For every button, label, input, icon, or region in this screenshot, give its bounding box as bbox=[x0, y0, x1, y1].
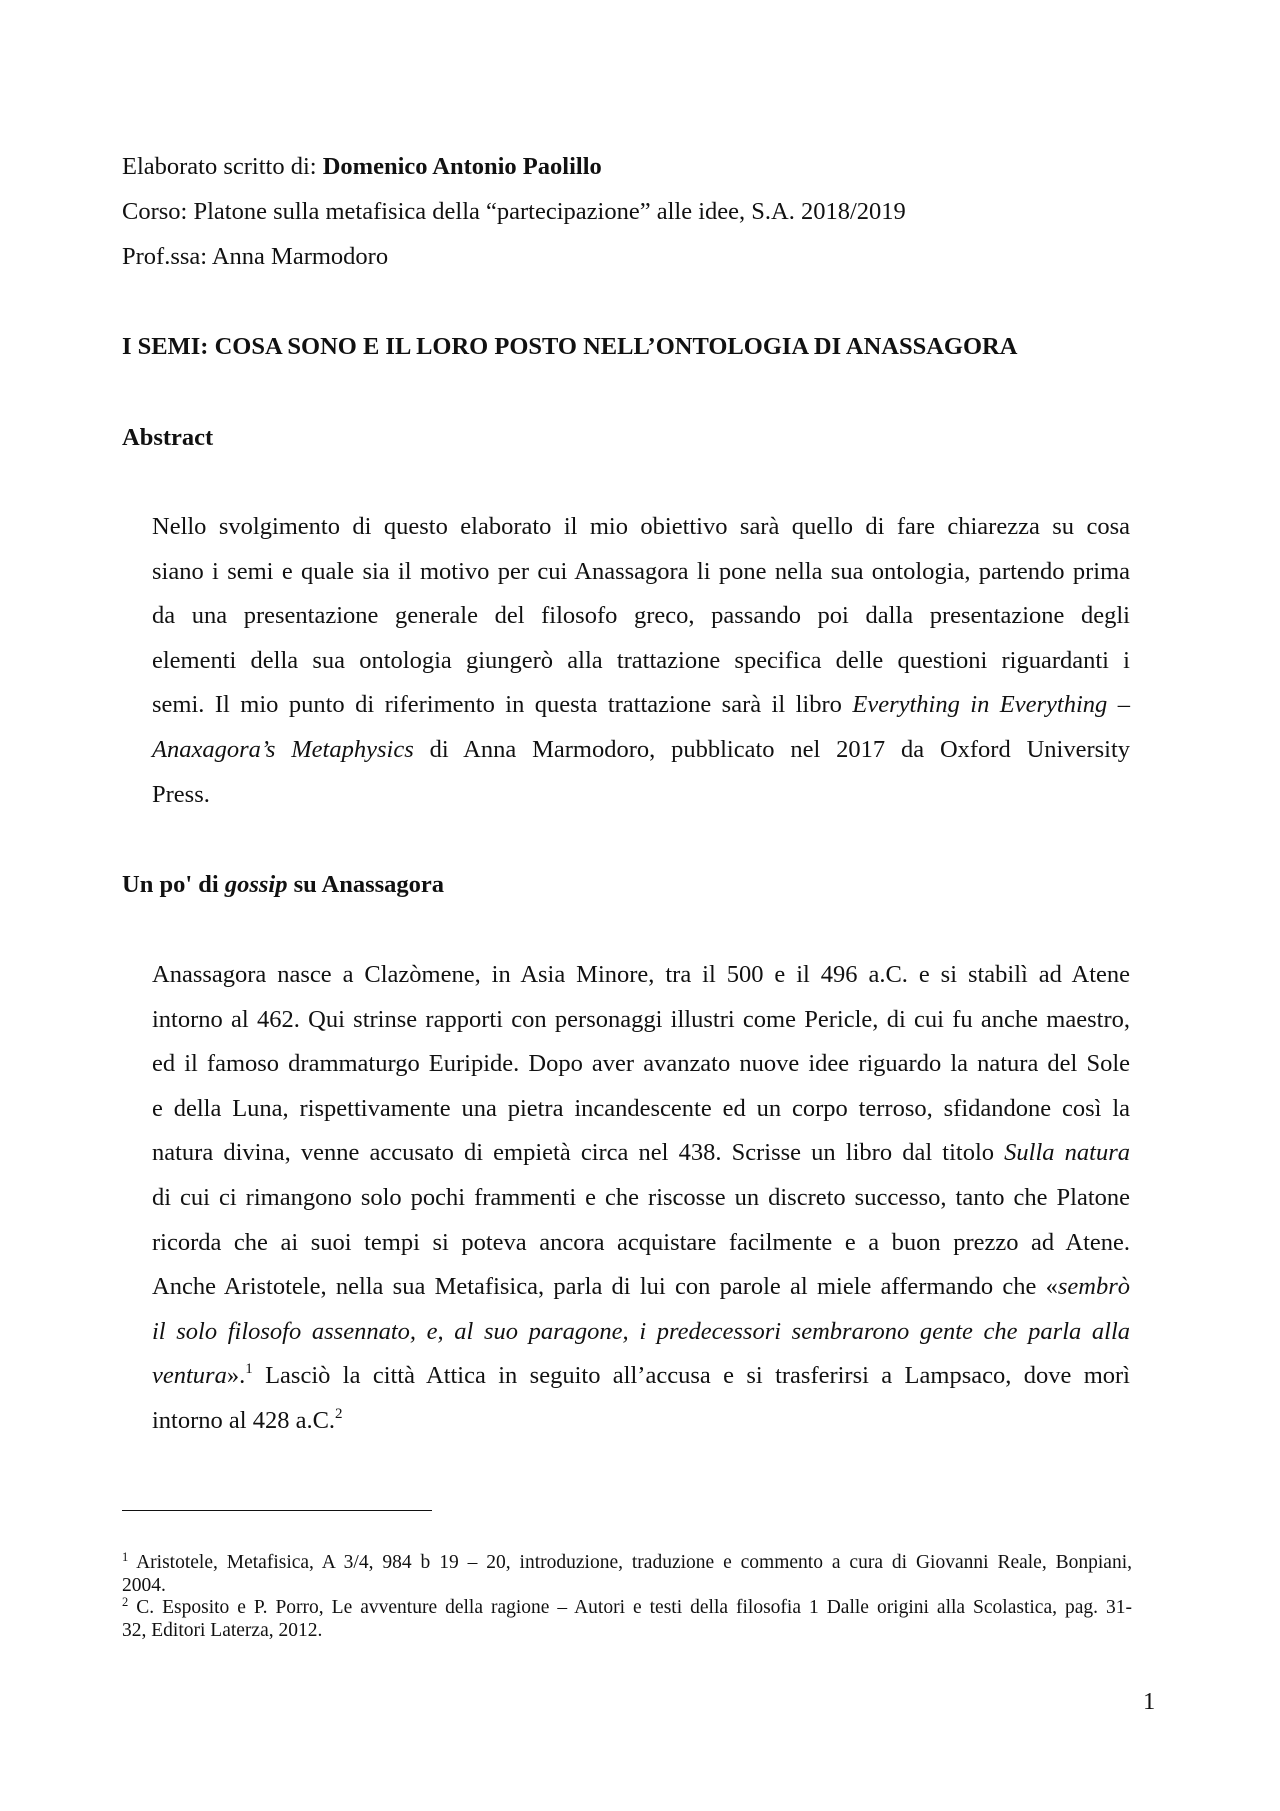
body-line: intorno al 462. Qui strinse rapporti con personaggi illustri come Pericle, di cui fu anche maestro, bbox=[152, 1005, 1130, 1033]
section-heading-gossip: Un po' di gossip su Anassagora bbox=[122, 871, 445, 898]
abstract-line: elementi della sua ontologia giungerò alla trattazione specifica delle questioni riguardanti i bbox=[152, 646, 1130, 674]
footnote-2: $^2$ C. Esposito e P. Porro, Le avventure della ragione – Autori e testi della filosofia 1 Dalle origini alla Scolastica, pag. 31- 32, Editori Laterza, 2012. bbox=[122, 1595, 1132, 1641]
footnotes bbox=[122, 1552, 1132, 1642]
author-line bbox=[122, 152, 602, 182]
heading-italic-gossip: gossip bbox=[224, 871, 288, 898]
footnote-ref-1[interactable]: 1 bbox=[245, 1361, 253, 1378]
body-line: natura divina, venne accusato di empietà circa nel 438. Scrisse un libro dal titolo Sulla natura bbox=[152, 1139, 1130, 1167]
body-line bbox=[152, 1310, 1130, 1355]
abstract-line: da una presentazione generale del filosofo greco, passando poi dalla presentazione degli bbox=[152, 602, 1130, 630]
body-line: Anche Aristotele, nella sua Metafisica, parla di lui con parole al miele affermando che «sembrò bbox=[152, 1273, 1130, 1301]
body-line: di cui ci rimangono solo pochi frammenti e che riscosse un discreto successo, tanto che Platone bbox=[152, 1183, 1130, 1211]
quote-continuation: il solo filosofo assennato, e, al suo paragone, i predecessori sembrarono gente che parla alla bbox=[152, 1317, 1130, 1345]
author-name: Domenico Antonio Paolillo bbox=[322, 153, 602, 180]
document-title: I SEMI: COSA SONO E IL LORO POSTO NELL’ONTOLOGIA DI ANASSAGORA bbox=[122, 333, 1018, 360]
body-line: ed il famoso drammaturgo Euripide. Dopo aver avanzato nuove idee riguardo la natura del Sole bbox=[152, 1050, 1130, 1078]
professor-line: Prof.ssa: Anna Marmodoro bbox=[122, 243, 389, 270]
body-line: intorno al 428 a.C.$^2$ bbox=[152, 1405, 343, 1434]
course-line: Corso: Platone sulla metafisica della “partecipazione” alle idee, S.A. 2018/2019 bbox=[122, 198, 906, 225]
italic-sulla-natura: Sulla natura bbox=[1004, 1139, 1130, 1167]
italic-ventura: ventura bbox=[152, 1362, 227, 1390]
book-title-part1: Everything in Everything – bbox=[852, 691, 1131, 719]
abstract-line: Anaxagora’s Metaphysics di Anna Marmodoro, pubblicato nel 2017 da Oxford University bbox=[152, 735, 1131, 763]
abstract-paragraph bbox=[152, 505, 1130, 817]
book-title-part2: Anaxagora’s Metaphysics bbox=[152, 735, 414, 763]
footnote-1: $^1$ Aristotele, Metafisica, A 3/4, 984 b 19 – 20, introduzione, traduzione e commento a cura di Giovanni Reale, Bonpiani, 2004. bbox=[122, 1550, 1132, 1596]
abstract-line: Press. bbox=[152, 780, 210, 808]
footnote-ref-2[interactable]: 2 bbox=[335, 1405, 343, 1422]
footnote-mark-1: 1 bbox=[122, 1550, 129, 1564]
section1-paragraph bbox=[152, 953, 1130, 1444]
abstract-line: semi. Il mio punto di riferimento in questa trattazione sarà il libro Everything in Everything – bbox=[152, 691, 1131, 719]
body-line: Anassagora nasce a Clazòmene, in Asia Minore, tra il 500 e il 496 a.C. e si stabilì ad Atene bbox=[152, 961, 1130, 988]
page-number: 1 bbox=[1143, 1688, 1156, 1715]
footnote-mark-2: 2 bbox=[122, 1595, 129, 1609]
body-line: e della Luna, rispettivamente una pietra incandescente ed un corpo terroso, sfidandone così la bbox=[152, 1094, 1130, 1122]
body-line: ventura».$^1$ Lasciò la città Attica in seguito all’accusa e si trasferirsi a Lampsaco, dove morì bbox=[152, 1361, 1130, 1390]
abstract-line: Nello svolgimento di questo elaborato il mio obiettivo sarà quello di fare chiarezza su cosa bbox=[152, 513, 1130, 540]
body-line: ricorda che ai suoi tempi si poteva ancora acquistare facilmente e a buon prezzo ad Atene. bbox=[152, 1228, 1130, 1256]
abstract-line: siano i semi e quale sia il motivo per cui Anassagora li pone nella sua ontologia, partendo prima bbox=[152, 557, 1130, 585]
footnote-separator bbox=[122, 1510, 432, 1511]
author-label: Elaborato scritto di: bbox=[122, 153, 323, 180]
italic-sembro: sembrò bbox=[1057, 1273, 1130, 1301]
abstract-heading: Abstract bbox=[122, 424, 214, 451]
